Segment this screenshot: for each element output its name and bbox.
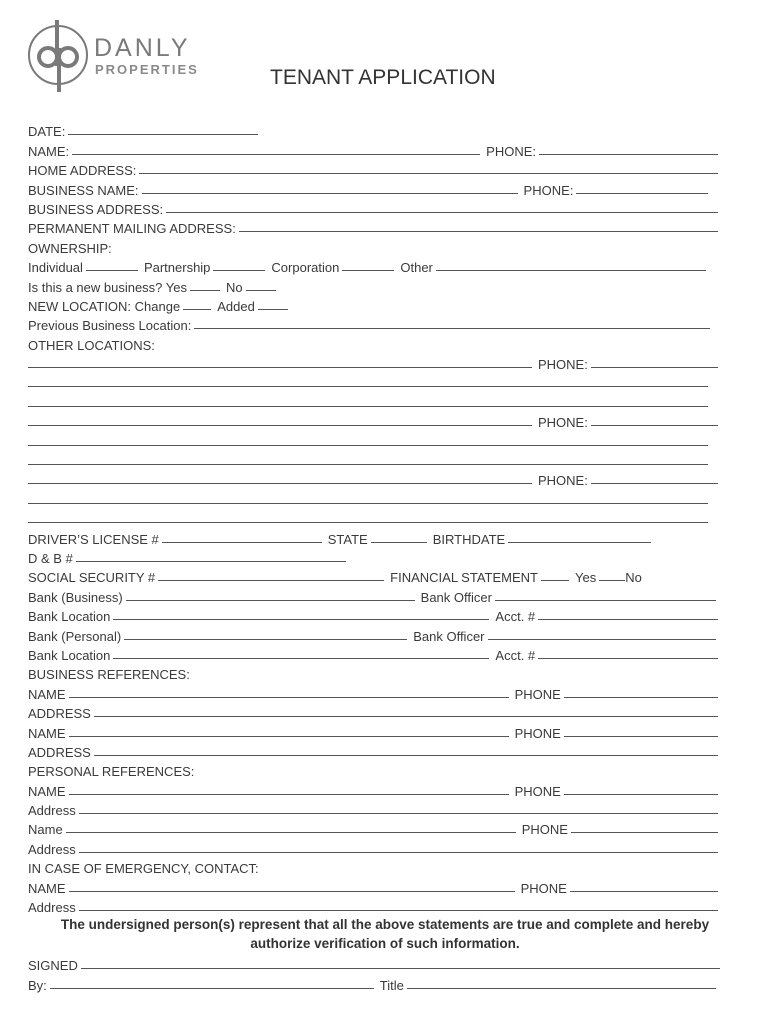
business-phone-field[interactable] <box>576 193 708 194</box>
emergency-phone-label: PHONE <box>520 880 567 896</box>
business-name-field[interactable] <box>142 193 518 194</box>
other-location-1-phone-field[interactable] <box>591 367 718 368</box>
corporation-field[interactable] <box>342 270 394 271</box>
other-location-1-phone-label: PHONE: <box>538 357 588 373</box>
bank-business-location-row <box>28 605 718 624</box>
emergency-address-row <box>28 896 718 915</box>
signed-label: SIGNED <box>28 958 78 974</box>
personal-ref-1-name-field[interactable] <box>69 794 509 795</box>
financial-statement-label: FINANCIAL STATEMENT <box>390 570 538 586</box>
ownership-row <box>28 236 718 255</box>
other-label: Other <box>400 260 433 276</box>
personal-ref-1-name-row <box>28 779 718 798</box>
new-business-row <box>28 275 718 294</box>
name-label: NAME: <box>28 143 70 159</box>
emergency-row <box>28 857 718 876</box>
individual-label: Individual <box>28 260 83 276</box>
previous-location-field[interactable] <box>194 328 710 329</box>
other-location-2-phone-label: PHONE: <box>538 415 588 431</box>
business-phone-label: PHONE: <box>523 182 574 198</box>
personal-ref-1-phone-field[interactable] <box>564 794 718 795</box>
permanent-mailing-row <box>28 217 718 236</box>
ownership-options-row <box>28 256 718 275</box>
other-location-1-row <box>28 353 718 372</box>
other-location-2-line-3 <box>28 450 718 469</box>
other-location-3-line-2 <box>28 488 718 507</box>
bank-personal-officer-label: Bank Officer <box>413 628 485 644</box>
business-address-row <box>28 198 718 217</box>
business-name-label: BUSINESS NAME: <box>28 182 139 198</box>
by-label: By: <box>28 977 47 993</box>
business-ref-2-phone-field[interactable] <box>564 736 718 737</box>
business-references-label: BUSINESS REFERENCES: <box>28 667 190 683</box>
bank-business-row <box>28 585 718 604</box>
date-row <box>28 120 718 139</box>
business-ref-1-phone-field[interactable] <box>564 697 718 698</box>
other-location-2-line-3-field[interactable] <box>28 464 708 465</box>
phone-label: PHONE: <box>486 143 537 159</box>
new-location-added-field[interactable] <box>258 309 288 310</box>
certification-statement <box>28 915 742 953</box>
personal-ref-2-name-label: Name <box>28 822 63 838</box>
personal-ref-2-name-row <box>28 818 718 837</box>
business-ref-2-phone-label: PHONE <box>514 725 561 741</box>
bank-personal-label: Bank (Personal) <box>28 628 122 644</box>
personal-ref-1-phone-label: PHONE <box>514 783 561 799</box>
personal-ref-2-phone-label: PHONE <box>521 822 568 838</box>
business-ref-1-name-field[interactable] <box>69 697 509 698</box>
bank-business-location-label: Bank Location <box>28 609 111 625</box>
bank-business-acct-label: Acct. # <box>495 609 536 625</box>
other-location-1-line-3-field[interactable] <box>28 406 708 407</box>
business-ref-1-address-field[interactable] <box>94 716 718 717</box>
emergency-name-label: NAME <box>28 880 66 896</box>
other-location-2-phone-field[interactable] <box>591 425 718 426</box>
new-business-no-field[interactable] <box>246 290 276 291</box>
birthdate-label: BIRTHDATE <box>432 531 506 547</box>
emergency-label: IN CASE OF EMERGENCY, CONTACT: <box>28 861 259 877</box>
other-location-3-phone-field[interactable] <box>591 483 718 484</box>
bank-personal-acct-label: Acct. # <box>495 647 536 663</box>
brand-subtitle: PROPERTIES <box>95 62 199 77</box>
bank-personal-row <box>28 624 718 643</box>
business-ref-1-name-row <box>28 682 718 701</box>
personal-ref-1-address-label: Address <box>28 803 76 819</box>
brand-name: DANLY <box>94 34 191 62</box>
bank-business-officer-field[interactable] <box>495 600 716 601</box>
permanent-mailing-label: PERMANENT MAILING ADDRESS: <box>28 221 236 237</box>
financial-statement-no-label: No <box>625 570 642 586</box>
personal-ref-1-name-label: NAME <box>28 783 66 799</box>
other-location-1-line-2-field[interactable] <box>28 386 708 387</box>
by-row <box>28 973 720 992</box>
other-location-1-field[interactable] <box>28 367 532 368</box>
bank-personal-field[interactable] <box>124 639 407 640</box>
birthdate-field[interactable] <box>508 542 651 543</box>
other-location-1-line-3 <box>28 391 718 410</box>
partnership-label: Partnership <box>143 260 211 276</box>
phone-field[interactable] <box>539 154 718 155</box>
financial-statement-yes-field[interactable] <box>541 580 569 581</box>
personal-ref-2-address-field[interactable] <box>79 852 718 853</box>
bank-business-acct-field[interactable] <box>538 619 718 620</box>
home-address-field[interactable] <box>139 173 718 174</box>
emergency-address-label: Address <box>28 900 76 916</box>
social-security-field[interactable] <box>158 580 384 581</box>
financial-statement-yes-label: Yes <box>574 570 597 586</box>
state-label: STATE <box>327 531 368 547</box>
drivers-license-label: DRIVER’S LICENSE # <box>28 531 159 547</box>
other-location-3-field[interactable] <box>28 483 532 484</box>
date-label: DATE: <box>28 124 66 140</box>
added-label: Added <box>217 298 255 314</box>
name-row <box>28 139 718 158</box>
dp-monogram-icon <box>27 16 93 96</box>
previous-location-label: Previous Business Location: <box>28 318 192 334</box>
statement-line-2: authorize verification of such information. <box>250 936 520 951</box>
other-location-2-line-2-field[interactable] <box>28 445 708 446</box>
bank-personal-location-row <box>28 644 718 663</box>
business-ref-1-address-row <box>28 702 718 721</box>
new-location-row <box>28 295 718 314</box>
bank-personal-officer-field[interactable] <box>488 639 716 640</box>
other-location-3-line-3 <box>28 508 718 527</box>
application-form <box>28 120 718 915</box>
personal-references-row <box>28 760 718 779</box>
business-ref-1-address-label: ADDRESS <box>28 706 91 722</box>
business-name-row <box>28 178 718 197</box>
partnership-field[interactable] <box>213 270 265 271</box>
other-locations-row <box>28 333 718 352</box>
business-ref-2-address-label: ADDRESS <box>28 744 91 760</box>
new-business-label: Is this a new business? Yes <box>28 279 187 295</box>
business-address-field[interactable] <box>166 212 718 213</box>
other-field[interactable] <box>436 270 706 271</box>
social-security-row <box>28 566 718 585</box>
drivers-license-field[interactable] <box>162 542 322 543</box>
permanent-mailing-field[interactable] <box>239 231 718 232</box>
bank-business-label: Bank (Business) <box>28 589 123 605</box>
emergency-name-row <box>28 876 718 895</box>
other-location-3-line-2-field[interactable] <box>28 503 708 504</box>
new-location-change-field[interactable] <box>183 309 211 310</box>
corporation-label: Corporation <box>271 260 340 276</box>
statement-line-1: The undersigned person(s) represent that all the above statements are true and complete and hereby <box>60 917 710 932</box>
dnb-row <box>28 547 718 566</box>
business-ref-2-address-field[interactable] <box>94 755 718 756</box>
emergency-phone-field[interactable] <box>570 891 718 892</box>
bank-business-location-field[interactable] <box>113 619 489 620</box>
company-logo <box>27 16 217 96</box>
state-field[interactable] <box>371 542 427 543</box>
other-location-3-row <box>28 469 718 488</box>
personal-ref-1-address-field[interactable] <box>79 813 718 814</box>
personal-references-label: PERSONAL REFERENCES: <box>28 764 195 780</box>
business-ref-1-name-label: NAME <box>28 686 66 702</box>
signed-row <box>28 954 720 973</box>
bank-personal-location-field[interactable] <box>113 658 489 659</box>
other-location-3-line-3-field[interactable] <box>28 522 708 523</box>
previous-location-row <box>28 314 718 333</box>
signed-field[interactable] <box>81 968 720 969</box>
home-address-row <box>28 159 718 178</box>
new-business-yes-field[interactable] <box>190 290 220 291</box>
business-ref-2-name-row <box>28 721 718 740</box>
page-title: TENANT APPLICATION <box>270 66 496 89</box>
bank-personal-location-label: Bank Location <box>28 647 111 663</box>
personal-ref-2-address-row <box>28 837 718 856</box>
business-ref-2-name-field[interactable] <box>69 736 509 737</box>
title-label: Title <box>379 977 404 993</box>
by-field[interactable] <box>50 988 374 989</box>
emergency-address-field[interactable] <box>79 910 718 911</box>
personal-ref-2-address-label: Address <box>28 841 76 857</box>
home-address-label: HOME ADDRESS: <box>28 163 137 179</box>
personal-ref-2-phone-field[interactable] <box>571 832 718 833</box>
other-location-3-phone-label: PHONE: <box>538 473 588 489</box>
dnb-label: D & B # <box>28 550 73 566</box>
signature-block <box>28 954 720 993</box>
other-locations-label: OTHER LOCATIONS: <box>28 337 155 353</box>
dnb-field[interactable] <box>76 561 346 562</box>
bank-business-field[interactable] <box>126 600 415 601</box>
financial-statement-no-field[interactable] <box>599 580 625 581</box>
new-location-label: NEW LOCATION: Change <box>28 298 181 314</box>
other-location-2-line-2 <box>28 430 718 449</box>
social-security-label: SOCIAL SECURITY # <box>28 570 156 586</box>
title-field[interactable] <box>407 988 716 989</box>
business-address-label: BUSINESS ADDRESS: <box>28 201 164 217</box>
other-location-1-line-2 <box>28 372 718 391</box>
business-ref-2-address-row <box>28 741 718 760</box>
name-field[interactable] <box>72 154 480 155</box>
other-location-2-row <box>28 411 718 430</box>
individual-field[interactable] <box>86 270 138 271</box>
bank-business-officer-label: Bank Officer <box>420 589 492 605</box>
business-ref-1-phone-label: PHONE <box>514 686 561 702</box>
emergency-name-field[interactable] <box>69 891 515 892</box>
ownership-label: OWNERSHIP: <box>28 240 112 256</box>
business-references-row <box>28 663 718 682</box>
date-field[interactable] <box>68 134 258 135</box>
new-business-no-label: No <box>226 279 243 295</box>
drivers-license-row <box>28 527 718 546</box>
business-ref-2-name-label: NAME <box>28 725 66 741</box>
personal-ref-2-name-field[interactable] <box>66 832 516 833</box>
personal-ref-1-address-row <box>28 799 718 818</box>
bank-personal-acct-field[interactable] <box>538 658 718 659</box>
other-location-2-field[interactable] <box>28 425 532 426</box>
